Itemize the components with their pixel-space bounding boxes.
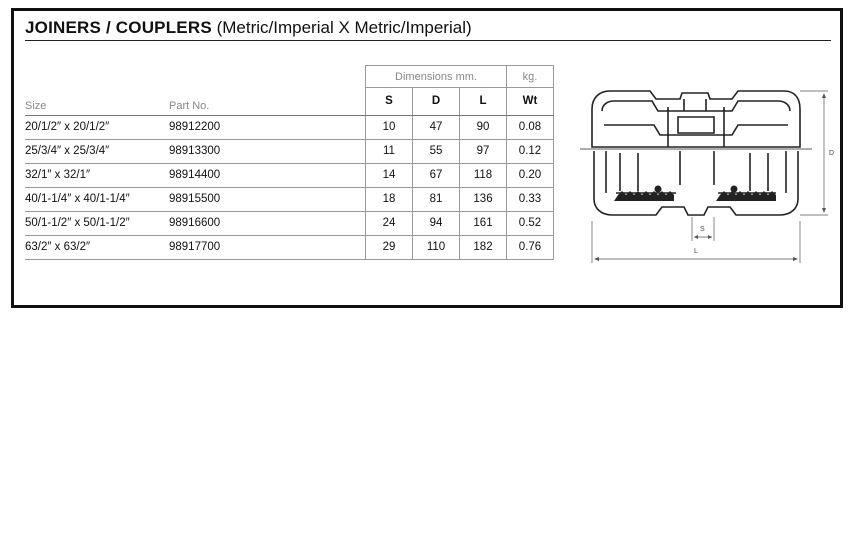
col-size: Size	[25, 88, 169, 116]
col-l: L	[460, 88, 507, 116]
cell-size: 32/1″ x 32/1″	[25, 163, 169, 187]
weight-unit-header: kg.	[507, 66, 554, 88]
cell-wt: 0.08	[507, 115, 554, 139]
dimensions-group-header: Dimensions mm.	[366, 66, 507, 88]
cell-l: 118	[460, 163, 507, 187]
cell-l: 161	[460, 211, 507, 235]
cell-d: 110	[413, 235, 460, 259]
title-sub: (Metric/Imperial X Metric/Imperial)	[216, 18, 472, 37]
cell-s: 14	[366, 163, 413, 187]
group-header-row	[25, 66, 554, 88]
cell-wt: 0.76	[507, 235, 554, 259]
table-row	[25, 235, 554, 259]
cell-l: 97	[460, 139, 507, 163]
table-row	[25, 187, 554, 211]
title-rule	[25, 40, 831, 41]
cell-size: 40/1-1/4″ x 40/1-1/4″	[25, 187, 169, 211]
cell-d: 94	[413, 211, 460, 235]
cell-wt: 0.52	[507, 211, 554, 235]
cell-d: 55	[413, 139, 460, 163]
col-part-no: Part No.	[169, 88, 366, 116]
col-wt: Wt	[507, 88, 554, 116]
cell-part-no: 98915500	[169, 187, 366, 211]
section-title	[25, 18, 472, 38]
cell-s: 18	[366, 187, 413, 211]
cell-wt: 0.20	[507, 163, 554, 187]
title-main: JOINERS / COUPLERS	[25, 18, 212, 37]
cell-s: 11	[366, 139, 413, 163]
cell-s: 24	[366, 211, 413, 235]
cell-part-no: 98917700	[169, 235, 366, 259]
table-row	[25, 139, 554, 163]
cell-d: 67	[413, 163, 460, 187]
cell-l: 90	[460, 115, 507, 139]
table-row	[25, 163, 554, 187]
cell-part-no: 98913300	[169, 139, 366, 163]
coupler-technical-drawing	[580, 81, 840, 271]
table-row	[25, 211, 554, 235]
label-s: S	[700, 226, 705, 233]
cell-size: 25/3/4″ x 25/3/4″	[25, 139, 169, 163]
cell-d: 81	[413, 187, 460, 211]
cell-wt: 0.33	[507, 187, 554, 211]
cell-s: 29	[366, 235, 413, 259]
cell-size: 20/1/2″ x 20/1/2″	[25, 115, 169, 139]
cell-d: 47	[413, 115, 460, 139]
spec-table	[25, 65, 554, 260]
cell-s: 10	[366, 115, 413, 139]
label-d: D	[829, 150, 835, 157]
cell-l: 136	[460, 187, 507, 211]
cell-part-no: 98912200	[169, 115, 366, 139]
col-d: D	[413, 88, 460, 116]
label-l: L	[694, 248, 698, 255]
col-s: S	[366, 88, 413, 116]
cell-wt: 0.12	[507, 139, 554, 163]
cell-l: 182	[460, 235, 507, 259]
column-header-row	[25, 88, 554, 116]
cell-part-no: 98914400	[169, 163, 366, 187]
cell-size: 63/2″ x 63/2″	[25, 235, 169, 259]
table-row	[25, 115, 554, 139]
cell-size: 50/1-1/2″ x 50/1-1/2″	[25, 211, 169, 235]
product-panel	[11, 8, 843, 308]
cell-part-no: 98916600	[169, 211, 366, 235]
